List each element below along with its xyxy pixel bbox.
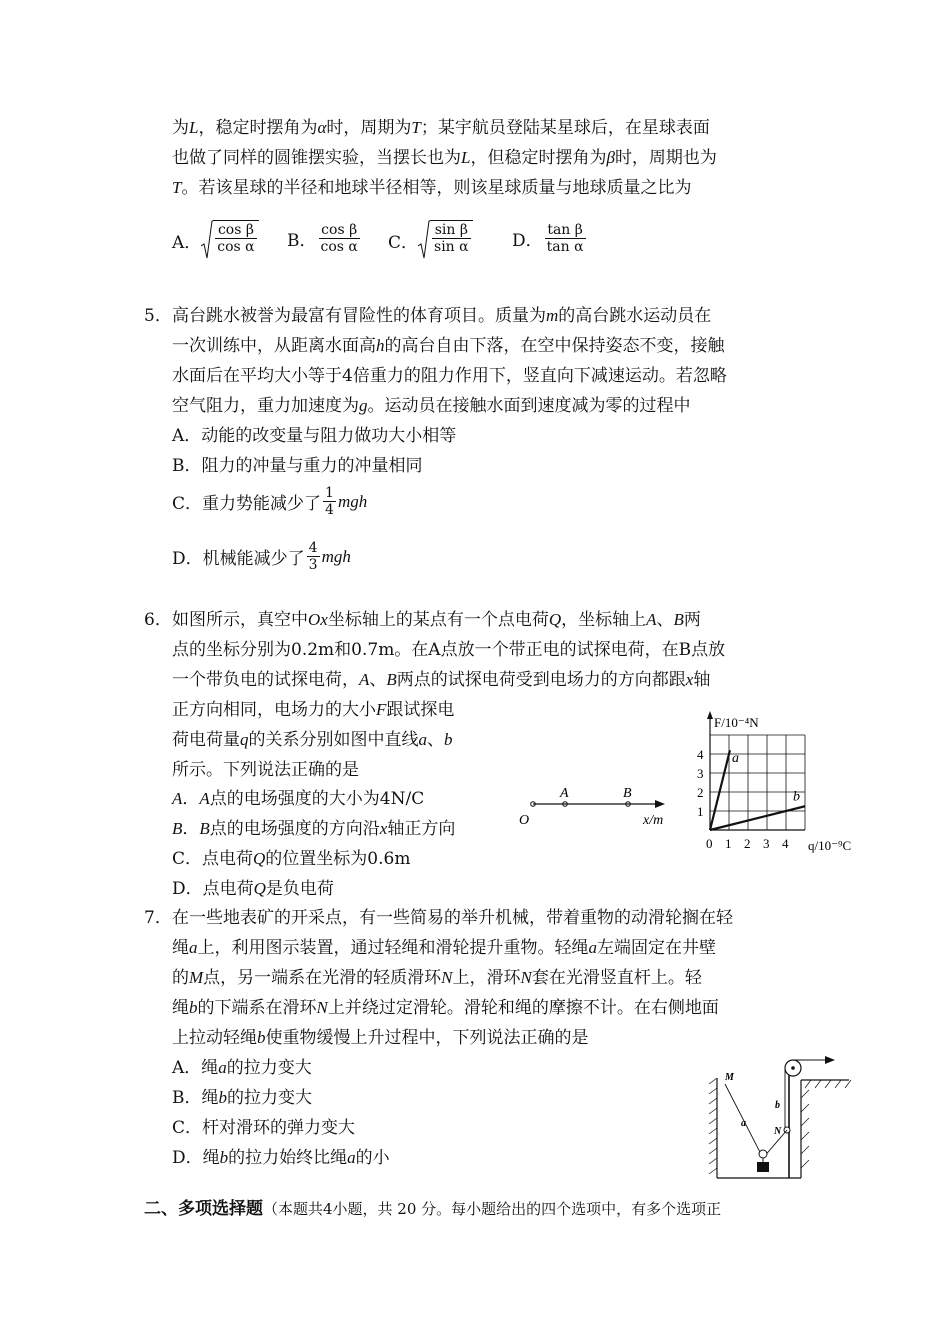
y-tick-label: 2 bbox=[697, 785, 704, 800]
y-tick-label: 4 bbox=[697, 747, 704, 762]
pulley-axle bbox=[791, 1066, 795, 1070]
q7-option-d: D．绳b的拉力始终比绳a的小 bbox=[172, 1148, 390, 1168]
pulley-diagram bbox=[705, 1050, 855, 1190]
label-m: M bbox=[725, 1072, 734, 1083]
label-o: O bbox=[519, 813, 530, 828]
q7-line-3: 的M点，另一端系在光滑的轻质滑环N上，滑环N套在光滑竖直杆上。轻 bbox=[172, 968, 702, 988]
arrow-icon bbox=[655, 800, 665, 808]
fraction-denominator: 4 bbox=[325, 502, 334, 518]
label-x-unit: x/m bbox=[643, 813, 664, 828]
label-n: N bbox=[774, 1126, 782, 1137]
pull-arrow-icon bbox=[825, 1056, 835, 1064]
series-line-b bbox=[710, 806, 805, 830]
y-axis-arrow-icon bbox=[707, 711, 713, 719]
mgh-term: mgh bbox=[337, 491, 368, 511]
q6-option-d: D．点电荷Q是负电荷 bbox=[172, 879, 334, 899]
option-label: B． bbox=[287, 231, 317, 251]
q5-line-3: 水面后在平均大小等于4倍重力的阻力作用下，竖直向下减速运动。若忽略 bbox=[172, 366, 727, 386]
option-text: D．机械能减少了 bbox=[172, 549, 305, 569]
section-2-header bbox=[144, 1197, 721, 1221]
x-tick-label: 1 bbox=[725, 836, 732, 851]
q5-line-4: 空气阻力，重力加速度为g。运动员在接触水面到速度减为零的过程中 bbox=[172, 396, 691, 416]
label-a: A bbox=[560, 786, 569, 801]
q7-line-1: 在一些地表矿的开采点，有一些简易的举升机械，带着重物的动滑轮搁在轻 bbox=[172, 908, 733, 928]
q6-line-3: 一个带负电的试探电荷，A、B两点的试探电荷受到电场力的方向都跟x轴 bbox=[172, 670, 711, 690]
y-tick-label: 1 bbox=[697, 804, 704, 819]
fraction-denominator: sin α bbox=[434, 239, 469, 255]
q5-option-d bbox=[172, 540, 351, 573]
f-q-chart bbox=[690, 698, 865, 858]
series-label-a: a bbox=[731, 751, 739, 767]
sqrt-symbol bbox=[201, 220, 258, 260]
q4-option-a bbox=[172, 220, 259, 260]
q5-line-1: 高台跳水被誉为最富有冒险性的体育项目。质量为m的高台跳水运动员在 bbox=[172, 306, 712, 326]
label-b: B bbox=[623, 786, 632, 801]
q7-option-a: A．绳a的拉力变大 bbox=[172, 1058, 312, 1078]
x-tick-label: 4 bbox=[782, 836, 789, 851]
x-axis-label: q/10⁻⁹C bbox=[808, 838, 852, 853]
q5-option-a: A．动能的改变量与阻力做功大小相等 bbox=[172, 426, 457, 446]
label-rope-a: a bbox=[741, 1118, 746, 1129]
option-label: D． bbox=[512, 231, 543, 251]
option-label: C． bbox=[388, 232, 419, 253]
x-tick-label: 3 bbox=[763, 836, 770, 851]
fraction-numerator: tan β bbox=[545, 222, 586, 239]
q5-option-b: B．阻力的冲量与重力的冲量相同 bbox=[172, 456, 423, 476]
q6-number: 6． bbox=[144, 610, 172, 630]
fraction-numerator: sin β bbox=[432, 222, 471, 239]
fraction-denominator: tan α bbox=[546, 239, 584, 255]
option-label: A． bbox=[172, 232, 202, 253]
q5-number: 5． bbox=[144, 306, 172, 326]
q5-option-c bbox=[172, 485, 367, 518]
label-rope-b: b bbox=[775, 1100, 780, 1111]
q7-number: 7． bbox=[144, 908, 172, 928]
q7-option-c: C．杆对滑环的弹力变大 bbox=[172, 1118, 356, 1138]
q6-option-b: B．B点的电场强度的方向沿x轴正方向 bbox=[172, 819, 456, 839]
fraction-numerator: 1 bbox=[325, 485, 334, 501]
q6-line-4: 正方向相同，电场力的大小F跟试探电 bbox=[172, 700, 455, 720]
fraction-denominator: cos α bbox=[217, 239, 255, 255]
q7-line-4: 绳b的下端系在滑环N上并绕过定滑轮。滑轮和绳的摩擦不计。在右侧地面 bbox=[172, 998, 719, 1018]
q5-line-2: 一次训练中，从距离水面高h的高台自由下落，在空中保持姿态不变，接触 bbox=[172, 336, 725, 356]
ground-hatch bbox=[801, 1080, 851, 1168]
q7-line-5: 上拉动轻绳b使重物缓慢上升过程中，下列说法正确的是 bbox=[172, 1028, 589, 1048]
fraction-numerator: cos β bbox=[215, 222, 256, 239]
y-axis-label: F/10⁻⁴N bbox=[714, 715, 759, 730]
sqrt-symbol bbox=[418, 220, 473, 260]
x-tick-label: 2 bbox=[744, 836, 751, 851]
mgh-term: mgh bbox=[321, 546, 351, 566]
fraction-numerator: 4 bbox=[308, 540, 318, 556]
section-2-title: 二、多项选择题 bbox=[144, 1199, 263, 1219]
y-tick-label: 3 bbox=[697, 766, 704, 781]
q6-line-1: 如图所示，真空中Ox坐标轴上的某点有一个点电荷Q，坐标轴上A、B两 bbox=[172, 610, 701, 630]
q4-option-d bbox=[512, 222, 588, 255]
q7-line-2: 绳a上，利用图示装置，通过轻绳和滑轮提升重物。轻绳a左端固定在井壁 bbox=[172, 938, 716, 958]
fraction-numerator: cos β bbox=[319, 222, 360, 239]
q7-option-b: B．绳b的拉力变大 bbox=[172, 1088, 312, 1108]
q4-line-3: T。若该星球的半径和地球半径相等，则该星球质量与地球质量之比为 bbox=[172, 178, 692, 198]
q4-option-b bbox=[287, 222, 362, 255]
x-tick-label: 0 bbox=[706, 836, 713, 851]
q4-line-1: 为L，稳定时摆角为α时，周期为T；某宇航员登陆某星球后，在星球表面 bbox=[172, 118, 710, 138]
q4-option-c bbox=[388, 220, 473, 260]
series-label-b: b bbox=[793, 789, 800, 805]
q6-option-c: C．点电荷Q的位置坐标为0.6m bbox=[172, 849, 411, 869]
q6-line-2: 点的坐标分别为0.2m和0.7m。在A点放一个带正电的试探电荷，在B点放 bbox=[172, 640, 726, 660]
left-wall-hatch bbox=[709, 1078, 717, 1174]
q6-line-6: 所示。下列说法正确的是 bbox=[172, 760, 359, 780]
q6-line-5: 荷电荷量q的关系分别如图中直线a、b bbox=[172, 730, 453, 750]
fraction-denominator: cos α bbox=[320, 239, 358, 255]
rope-a bbox=[725, 1084, 787, 1158]
fraction-denominator: 3 bbox=[308, 557, 318, 573]
section-2-note: （本题共4小题，共 20 分。每小题给出的四个选项中，有多个选项正 bbox=[263, 1200, 722, 1218]
weight-block bbox=[757, 1162, 769, 1172]
ox-axis-diagram bbox=[515, 780, 675, 830]
q6-option-a: A．A点的电场强度的大小为4N/C bbox=[172, 789, 425, 809]
series-line-a bbox=[710, 750, 730, 830]
moving-pulley bbox=[759, 1150, 767, 1158]
q4-line-2: 也做了同样的圆锥摆实验，当摆长也为L，但稳定时摆角为β时，周期也为 bbox=[172, 148, 717, 168]
option-text: C．重力势能减少了 bbox=[172, 494, 322, 514]
